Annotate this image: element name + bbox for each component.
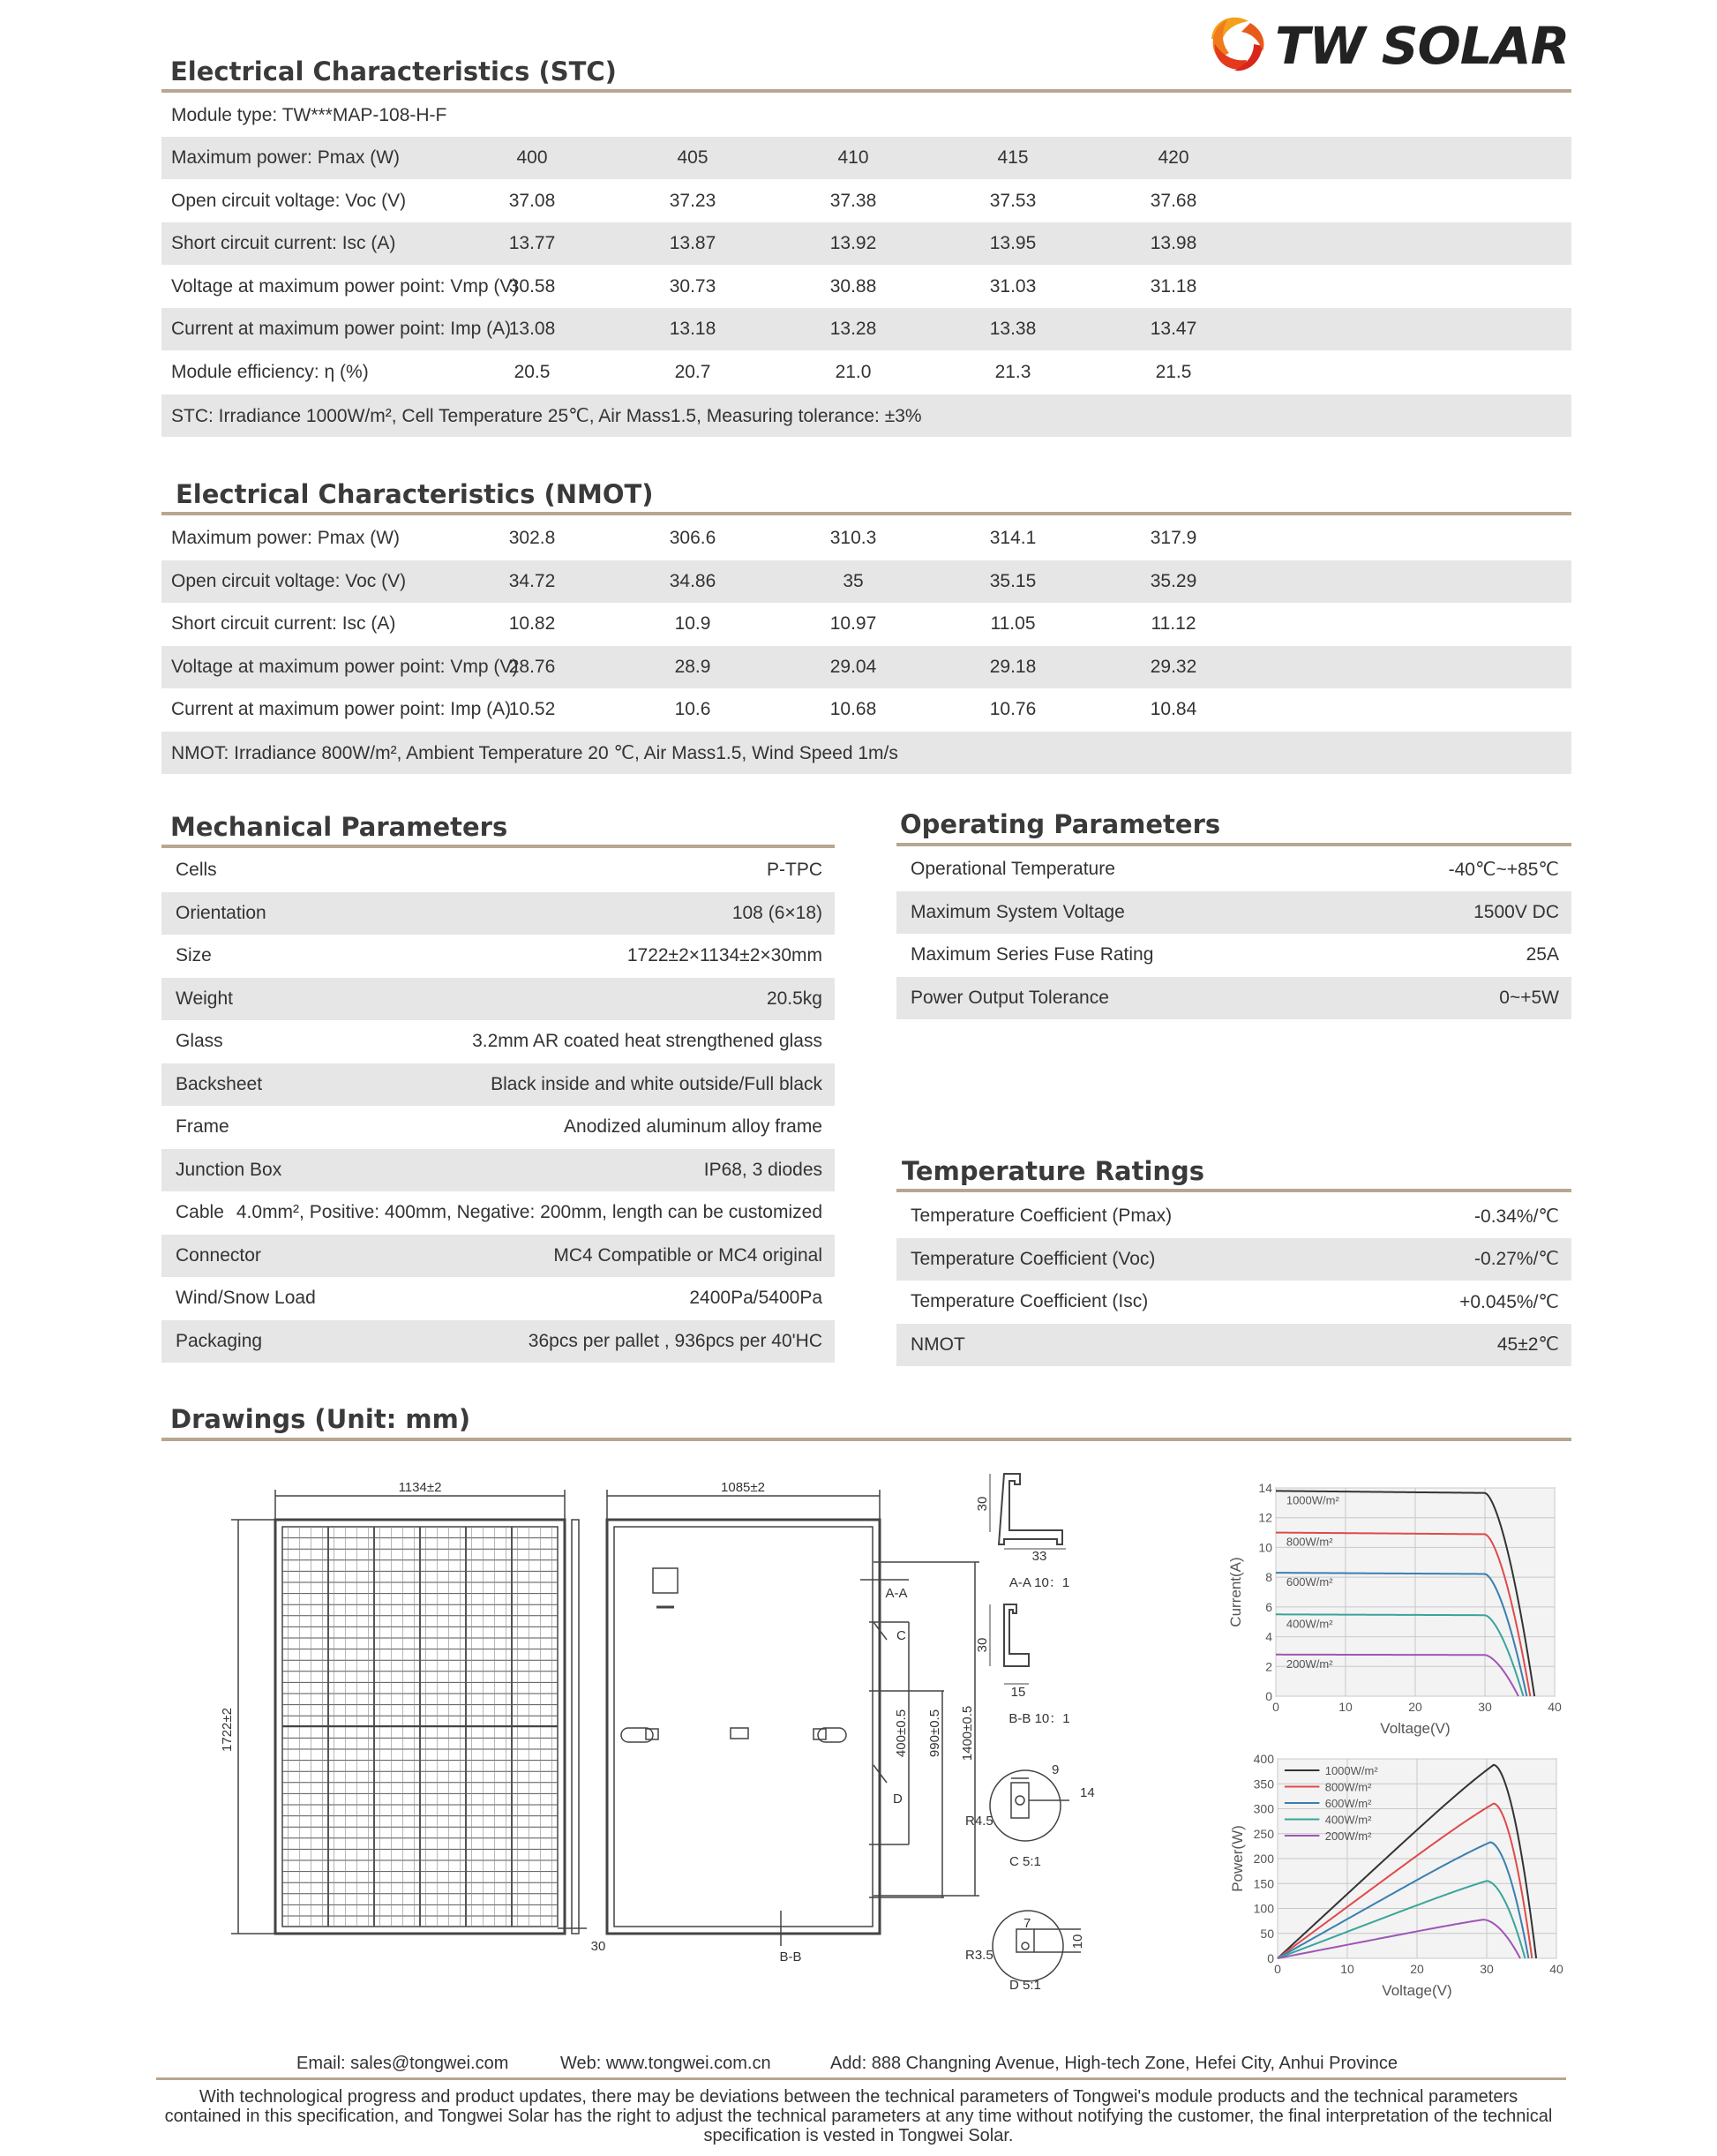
back-width-label: 1085±2 xyxy=(721,1480,765,1495)
c-marker: C xyxy=(896,1628,906,1643)
row-value: 31.03 xyxy=(989,275,1037,297)
row-value: 13.95 xyxy=(989,233,1037,253)
dim-990: 990±0.5 xyxy=(927,1709,942,1758)
row-value: 11.05 xyxy=(990,613,1036,634)
row-value: +0.045%/℃ xyxy=(1459,1291,1559,1312)
row-value: 28.9 xyxy=(674,656,711,677)
row-value: 20.5kg xyxy=(766,988,822,1009)
row-label: Short circuit current: Isc (A) xyxy=(171,233,396,253)
row-label: Temperature Coefficient (Voc) xyxy=(911,1248,1156,1269)
x-tick-label: 40 xyxy=(1548,1700,1562,1714)
detail-d xyxy=(993,1911,1081,1981)
row-label: Temperature Coefficient (Pmax) xyxy=(911,1206,1173,1226)
row-value: 10.84 xyxy=(1150,699,1197,719)
footer-disclaimer: With technological progress and product updates, there may be deviations between the technical parameters of Tongwei's module products and the technical parameters contained in this specification, and Tongwei Solar has the right to adjust the technical parameters at any time without notifying the customer, the final interpretation of the technical specification is vested in Tongwei Solar. xyxy=(164,2087,1553,2145)
series-label: 200W/m² xyxy=(1286,1656,1333,1671)
row-value: 37.38 xyxy=(829,190,877,211)
y-axis-label: Current(A) xyxy=(1227,1557,1244,1627)
row-label: Glass xyxy=(176,1031,223,1051)
footer-rule xyxy=(156,2077,1566,2080)
row-value: 10.9 xyxy=(674,613,711,634)
legend-label: 800W/m² xyxy=(1324,1780,1372,1794)
row-value: 13.92 xyxy=(829,233,877,253)
y-tick-label: 0 xyxy=(1265,1689,1272,1703)
row-value: 11.12 xyxy=(1151,613,1196,634)
row-value: IP68, 3 diodes xyxy=(703,1159,822,1180)
stc-module-type: Module type: TW***MAP-108-H-F xyxy=(171,105,447,125)
c-w: 9 xyxy=(1052,1762,1060,1777)
row-value: 20.5 xyxy=(514,361,551,382)
d-h: 10 xyxy=(1070,1934,1085,1949)
row-value: 410 xyxy=(837,147,869,168)
mechanical-title: Mechanical Parameters xyxy=(170,812,508,842)
aa-marker: A-A xyxy=(885,1586,908,1601)
d-caption: D 5:1 xyxy=(1009,1978,1041,1993)
row-value: 302.8 xyxy=(508,528,556,548)
row-label: Short circuit current: Isc (A) xyxy=(171,613,396,634)
x-tick-label: 10 xyxy=(1340,1962,1354,1976)
brand-name: TW SOLAR xyxy=(1275,16,1570,76)
d-w: 7 xyxy=(1023,1916,1031,1931)
row-label: Packaging xyxy=(176,1330,263,1351)
row-value: 13.87 xyxy=(669,233,716,253)
y-tick-label: 14 xyxy=(1258,1481,1272,1495)
row-label: Open circuit voltage: Voc (V) xyxy=(171,190,407,211)
row-value: 37.08 xyxy=(508,190,556,211)
footer-address: Add: 888 Changning Avenue, High-tech Zone, Hefei City, Anhui Province xyxy=(830,2054,1398,2073)
c-h: 14 xyxy=(1080,1785,1095,1800)
nmot-note: NMOT: Irradiance 800W/m², Ambient Temperature 20 ℃, Air Mass1.5, Wind Speed 1m/s xyxy=(171,742,898,763)
row-value: 306.6 xyxy=(669,528,716,548)
row-value: 29.04 xyxy=(829,656,877,677)
x-tick-label: 30 xyxy=(1478,1700,1492,1714)
section-aa xyxy=(990,1474,1066,1549)
row-label: Orientation xyxy=(176,902,266,923)
row-value: 310.3 xyxy=(829,528,877,548)
x-tick-label: 0 xyxy=(1274,1962,1281,1976)
row-label: Cable xyxy=(176,1202,224,1222)
stc-title: Electrical Characteristics (STC) xyxy=(170,56,617,86)
row-label: NMOT xyxy=(911,1333,965,1355)
iv-chart xyxy=(1227,1481,1562,1737)
row-value: 405 xyxy=(677,147,709,168)
series-label: 1000W/m² xyxy=(1286,1493,1339,1507)
y-axis-label: Power(W) xyxy=(1229,1825,1246,1892)
legend-label: 200W/m² xyxy=(1324,1829,1372,1843)
row-value: 45±2℃ xyxy=(1496,1334,1559,1355)
row-value: 21.5 xyxy=(1155,361,1192,382)
row-value: MC4 Compatible or MC4 original xyxy=(553,1244,822,1266)
y-tick-label: 6 xyxy=(1265,1599,1272,1614)
series-label: 800W/m² xyxy=(1286,1535,1333,1549)
footer-email: Email: sales@tongwei.com xyxy=(296,2054,509,2073)
row-value: 4.0mm², Positive: 400mm, Negative: 200mm, length can be customized xyxy=(236,1202,822,1222)
row-label: Weight xyxy=(176,988,233,1009)
row-value: 29.32 xyxy=(1150,656,1197,677)
y-tick-label: 8 xyxy=(1265,1570,1272,1585)
y-tick-label: 0 xyxy=(1267,1951,1274,1965)
x-tick-label: 40 xyxy=(1549,1962,1563,1976)
row-value: 30.73 xyxy=(669,275,716,297)
row-label: Module efficiency: η (%) xyxy=(171,361,369,382)
x-axis-label: Voltage(V) xyxy=(1382,1982,1452,1999)
x-tick-label: 30 xyxy=(1480,1962,1494,1976)
row-label: Open circuit voltage: Voc (V) xyxy=(171,570,407,591)
row-value: 13.38 xyxy=(989,319,1037,339)
temperature-title: Temperature Ratings xyxy=(902,1156,1205,1186)
row-value: 35 xyxy=(843,570,864,591)
row-value: 0~+5W xyxy=(1499,987,1559,1008)
dim-400: 400±0.5 xyxy=(894,1709,909,1758)
front-height-label: 1722±2 xyxy=(220,1708,235,1752)
row-value: 28.76 xyxy=(508,656,556,677)
legend-label: 600W/m² xyxy=(1324,1797,1372,1810)
row-value: 25A xyxy=(1526,944,1559,965)
row-value: P-TPC xyxy=(767,860,822,880)
row-value: 108 (6×18) xyxy=(731,902,822,923)
row-value: 415 xyxy=(997,147,1029,168)
x-tick-label: 20 xyxy=(1408,1700,1422,1714)
row-value: 2400Pa/5400Pa xyxy=(689,1288,822,1308)
row-value: 10.82 xyxy=(508,613,556,634)
row-value: 13.77 xyxy=(508,233,556,253)
x-tick-label: 10 xyxy=(1338,1700,1353,1714)
operating-title: Operating Parameters xyxy=(900,809,1221,839)
row-value: 37.53 xyxy=(989,190,1037,211)
row-value: 317.9 xyxy=(1150,528,1197,548)
row-value: 13.18 xyxy=(669,319,716,339)
row-label: Maximum System Voltage xyxy=(911,901,1125,922)
d-r: R3.5 xyxy=(965,1948,993,1963)
row-label: Maximum Series Fuse Rating xyxy=(911,944,1154,965)
bb-caption: B-B 10：1 xyxy=(1008,1711,1070,1726)
y-tick-label: 150 xyxy=(1253,1876,1274,1891)
row-value: 10.68 xyxy=(829,699,877,719)
row-value: 13.47 xyxy=(1150,319,1197,339)
row-label: Voltage at maximum power point: Vmp (V) xyxy=(171,656,519,677)
row-value: 10.6 xyxy=(674,699,711,719)
row-label: Cells xyxy=(176,860,217,880)
front-view xyxy=(231,1490,579,1934)
x-axis-label: Voltage(V) xyxy=(1380,1720,1451,1737)
d-marker: D xyxy=(893,1792,903,1807)
dim-1400: 1400±0.5 xyxy=(960,1705,975,1762)
row-value: 30.58 xyxy=(508,275,556,297)
y-tick-label: 10 xyxy=(1258,1540,1272,1555)
row-value: 1722±2×1134±2×30mm xyxy=(626,945,822,965)
row-value: 21.3 xyxy=(994,361,1031,382)
row-value: 20.7 xyxy=(674,361,711,382)
row-value: 10.76 xyxy=(989,699,1037,719)
nmot-title: Electrical Characteristics (NMOT) xyxy=(176,479,654,509)
row-value: 400 xyxy=(516,147,548,168)
front-width-label: 1134±2 xyxy=(398,1480,442,1495)
legend-label: 400W/m² xyxy=(1324,1813,1372,1827)
row-label: Backsheet xyxy=(176,1073,263,1094)
y-tick-label: 100 xyxy=(1253,1901,1274,1916)
row-label: Maximum power: Pmax (W) xyxy=(171,147,401,168)
row-label: Wind/Snow Load xyxy=(176,1288,316,1308)
row-value: 1500V DC xyxy=(1473,901,1559,922)
row-value: 29.18 xyxy=(989,656,1037,677)
y-tick-label: 200 xyxy=(1253,1852,1274,1866)
row-value: Black inside and white outside/Full black xyxy=(491,1073,822,1094)
row-label: Frame xyxy=(176,1116,229,1137)
row-label: Current at maximum power point: Imp (A) xyxy=(171,699,512,719)
c-caption: C 5:1 xyxy=(1009,1854,1041,1869)
y-tick-label: 12 xyxy=(1258,1510,1272,1525)
row-value: 13.28 xyxy=(829,319,877,339)
row-value: 31.18 xyxy=(1150,275,1197,297)
bb-marker: B-B xyxy=(779,1949,802,1964)
y-tick-label: 4 xyxy=(1265,1629,1272,1644)
row-value: -0.27%/℃ xyxy=(1474,1249,1559,1269)
row-value: 35.29 xyxy=(1150,570,1197,591)
row-value: 10.97 xyxy=(829,613,877,634)
row-label: Power Output Tolerance xyxy=(911,987,1109,1008)
bb-width: 15 xyxy=(1010,1685,1026,1700)
x-tick-label: 20 xyxy=(1410,1962,1424,1976)
row-value: 13.98 xyxy=(1150,233,1197,253)
row-label: Connector xyxy=(176,1244,261,1266)
row-value: 314.1 xyxy=(989,528,1037,548)
aa-width: 33 xyxy=(1031,1549,1047,1564)
series-label: 400W/m² xyxy=(1286,1617,1333,1631)
row-value: 10.52 xyxy=(508,699,556,719)
section-bb xyxy=(990,1604,1029,1684)
c-r: R4.5 xyxy=(965,1814,993,1829)
y-tick-label: 400 xyxy=(1253,1752,1274,1766)
detail-c xyxy=(990,1770,1069,1841)
row-label: Temperature Coefficient (Isc) xyxy=(911,1291,1149,1311)
y-tick-label: 300 xyxy=(1253,1801,1274,1816)
row-value: 34.86 xyxy=(669,570,716,591)
y-tick-label: 250 xyxy=(1253,1826,1274,1841)
back-view xyxy=(558,1490,979,1946)
row-value: 36pcs per pallet , 936pcs per 40'HC xyxy=(528,1330,822,1351)
row-value: 3.2mm AR coated heat strengthened glass xyxy=(472,1031,822,1051)
row-value: 13.08 xyxy=(508,319,556,339)
row-label: Junction Box xyxy=(176,1159,282,1180)
frame-depth-label: 30 xyxy=(590,1939,606,1954)
series-label: 600W/m² xyxy=(1286,1575,1333,1589)
row-value: -40℃~+85℃ xyxy=(1448,859,1559,880)
legend-label: 1000W/m² xyxy=(1324,1764,1378,1777)
aa-caption: A-A 10：1 xyxy=(1008,1575,1070,1590)
row-value: -0.34%/℃ xyxy=(1474,1206,1559,1227)
row-value: 30.88 xyxy=(829,275,877,297)
pv-chart xyxy=(1229,1752,1563,1999)
row-label: Current at maximum power point: Imp (A) xyxy=(171,319,512,339)
row-label: Operational Temperature xyxy=(911,859,1115,879)
row-value: 420 xyxy=(1158,147,1189,168)
stc-note: STC: Irradiance 1000W/m², Cell Temperature 25℃, Air Mass1.5, Measuring tolerance: ±3% xyxy=(171,405,922,426)
row-value: Anodized aluminum alloy frame xyxy=(564,1116,822,1137)
y-tick-label: 50 xyxy=(1260,1926,1274,1941)
aa-height: 30 xyxy=(975,1496,990,1512)
row-value: 34.72 xyxy=(508,570,556,591)
drawings-title: Drawings (Unit: mm) xyxy=(170,1404,471,1434)
y-tick-label: 350 xyxy=(1253,1777,1274,1792)
x-tick-label: 0 xyxy=(1272,1700,1279,1714)
row-value: 37.23 xyxy=(669,190,716,211)
row-value: 35.15 xyxy=(989,570,1037,591)
row-label: Size xyxy=(176,945,212,965)
y-tick-label: 2 xyxy=(1265,1659,1272,1674)
bb-height: 30 xyxy=(975,1637,990,1653)
footer-web: Web: www.tongwei.com.cn xyxy=(560,2054,771,2073)
row-value: 37.68 xyxy=(1150,190,1197,211)
row-label: Maximum power: Pmax (W) xyxy=(171,528,401,548)
row-label: Voltage at maximum power point: Vmp (V) xyxy=(171,275,519,297)
row-value: 21.0 xyxy=(835,361,872,382)
